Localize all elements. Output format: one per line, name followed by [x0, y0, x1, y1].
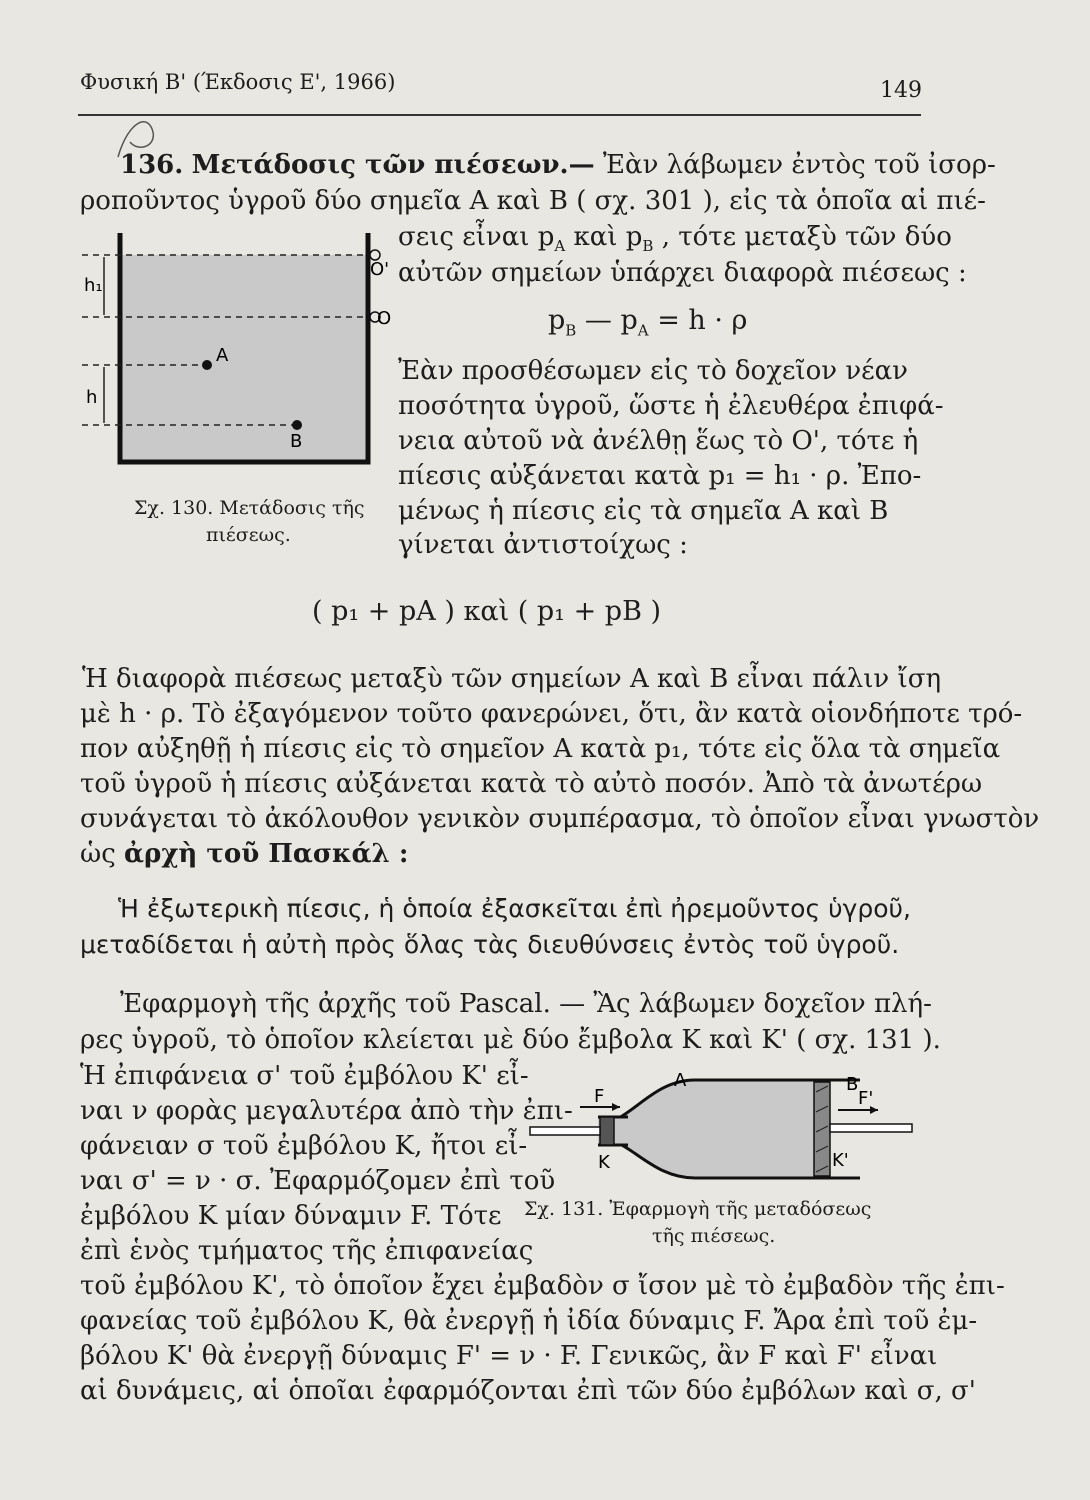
text-line: πον αὐξηθῇ ἡ πίεσις εἰς τὸ σημεῖον Α κατὰ p₁, τότε εἰς ὅλα τὰ σημεῖα: [80, 734, 1001, 764]
text-line: συνάγεται τὸ ἀκόλουθον γενικὸν συμπέρασμα, τὸ ὁποῖον εἶναι γνωστὸν: [80, 804, 1040, 834]
text-line: Ἐὰν λάβωμεν ἐντὸς τοῦ ἰσορ-: [602, 150, 996, 180]
text-line: φάνειαν σ τοῦ ἐμβόλου Κ, ἤτοι εἶ-: [80, 1131, 528, 1161]
text-line: ἐμβόλου Κ μίαν δύναμιν F. Τότε: [80, 1201, 502, 1231]
piston-k-rod: [530, 1127, 600, 1135]
piston-k: [600, 1117, 614, 1145]
header-rule: [78, 114, 921, 116]
point-b: [292, 420, 302, 430]
text-line: τοῦ ὑγροῦ ἡ πίεσις αὐξάνεται κατὰ τὸ αὐτὸ ποσόν. Ἀπὸ τὰ ἀνωτέρω: [80, 769, 983, 799]
text-line: Ἐὰν προσθέσωμεν εἰς τὸ δοχεῖον νέαν: [398, 356, 908, 386]
running-header: Φυσική Β' (Έκδοσις Ε', 1966): [80, 70, 396, 94]
label-o: O: [377, 308, 392, 329]
text-line: ναι ν φορὰς μεγαλυτέρα ἀπὸ τὴν ἐπι-: [80, 1096, 573, 1126]
text-line: ἐπὶ ἑνὸς τμήματος τῆς ἐπιφανείας: [80, 1236, 534, 1266]
text-line: τοῦ ἐμβόλου Κ', τὸ ὁποῖον ἔχει ἐμβαδὸν σ ἴσον μὲ τὸ ἐμβαδὸν τῆς ἐπι-: [80, 1271, 1005, 1301]
label-a: A: [674, 1070, 687, 1091]
text-line: ναι σ' = ν · σ. Ἐφαρμόζομεν ἐπὶ τοῦ: [80, 1166, 556, 1196]
text-line: αἱ δυνάμεις, αἱ ὁποῖαι ἐφαρμόζονται ἐπὶ τῶν δύο ἐμβόλων καὶ σ, σ': [80, 1376, 976, 1406]
text-line: μὲ h · ρ. Τὸ ἐξαγόμενον τοῦτο φανερώνει, ὅτι, ἂν κατὰ οἱονδήποτε τρό-: [80, 699, 1023, 729]
text-line: ὡς ἀρχὴ τοῦ Πασκάλ :: [80, 839, 409, 869]
text-line: πίεσις αὐξάνεται κατὰ p₁ = h₁ · ρ. Ἐπο-: [398, 461, 922, 491]
text-line: ροποῦντος ὑγροῦ δύο σημεῖα Α καὶ Β ( σχ. 301 ), εἰς τὰ ὁποῖα αἱ πιέ-: [80, 186, 986, 216]
label-f: F: [594, 1086, 605, 1107]
vessel-body: [598, 1080, 820, 1178]
text-line: ποσότητα ὑγροῦ, ὥστε ἡ ἐλευθέρα ἐπιφά-: [398, 391, 944, 421]
section-title: Μετάδοσις τῶν πιέσεων.—: [191, 150, 595, 180]
figure-130-caption-line1: Σχ. 130. Μετάδοσις τῆς: [134, 497, 365, 519]
text-line: Ἡ ἐπιφάνεια σ' τοῦ ἐμβόλου Κ' εἶ-: [80, 1061, 529, 1091]
text-line: Ἐφαρμογὴ τῆς ἀρχῆς τοῦ Pascal. — Ἂς λάβωμεν δοχεῖον πλή-: [120, 989, 932, 1019]
figure-130-caption-line2: πιέσεως.: [206, 524, 291, 546]
liquid-fill: [120, 255, 368, 462]
label-k: K: [598, 1152, 610, 1173]
figure-131-pistons-diagram: [520, 1062, 920, 1192]
principle-line: μεταδίδεται ἡ αὐτὴ πρὸς ὅλας τὰς διευθύνσεις ἐντὸς τοῦ ὑγροῦ.: [80, 930, 900, 959]
text-line: νεια αὐτοῦ νὰ ἀνέλθῃ ἕως τὸ Ο', τότε ἡ: [398, 426, 919, 456]
equation-new-pressures: ( p₁ + pA ) καὶ ( p₁ + pB ): [312, 596, 662, 627]
text-line: μένως ἡ πίεσις εἰς τὰ σημεῖα Α καὶ Β: [398, 496, 889, 526]
point-a: [202, 360, 212, 370]
label-o-prime: O': [370, 259, 390, 280]
figure-131-caption-line2: τῆς πιέσεως.: [652, 1225, 776, 1247]
text-line: γίνεται ἀντιστοίχως :: [398, 530, 688, 560]
piston-k-prime-rod: [830, 1124, 912, 1132]
text-line: Ἡ διαφορὰ πιέσεως μεταξὺ τῶν σημείων Α καὶ Β εἶναι πάλιν ἴση: [82, 664, 942, 694]
principle-line: Ἡ ἐξωτερικὴ πίεσις, ἡ ὁποία ἐξασκεῖται ἐπὶ ἠρεμοῦντος ὑγροῦ,: [118, 894, 911, 923]
label-a: A: [216, 345, 229, 366]
text-line: βόλου Κ' θὰ ἐνεργῇ δύναμις F' = ν · F. Γενικῶς, ἂν F καὶ F' εἶναι: [80, 1341, 938, 1371]
text-line: ρες ὑγροῦ, τὸ ὁποῖον κλείεται μὲ δύο ἔμβολα Κ καὶ Κ' ( σχ. 131 ).: [80, 1025, 941, 1055]
text-line: αὐτῶν σημείων ὑπάρχει διαφορὰ πιέσεως :: [398, 258, 967, 288]
label-b: B: [846, 1074, 859, 1095]
figure-131-caption-line1: Σχ. 131. Ἐφαρμογὴ τῆς μεταδόσεως: [524, 1198, 872, 1220]
label-k-prime: K': [832, 1150, 849, 1171]
label-h1: h₁: [84, 275, 103, 296]
page-number: 149: [880, 78, 922, 103]
label-h: h: [86, 387, 98, 408]
text-line: σεις εἶναι $p_A$ καὶ $p_B$ , τότε μεταξὺ τῶν δύο: [398, 222, 952, 256]
equation-pressure-difference: $p_B$ — $p_A = h \cdot \rho$: [548, 305, 748, 340]
section-heading-line: [120, 148, 996, 182]
label-f-prime: F': [858, 1088, 874, 1109]
text-line: φανείας τοῦ ἐμβόλου Κ, θὰ ἐνεργῇ ἡ ἰδία δύναμις F. Ἄρα ἐπὶ τοῦ ἐμ-: [80, 1306, 978, 1336]
label-b: B: [290, 431, 303, 452]
section-number: 136.: [120, 150, 184, 180]
figure-130-container-diagram: [82, 225, 392, 495]
pascal-principle-term: ἀρχὴ τοῦ Πασκάλ :: [124, 839, 409, 869]
